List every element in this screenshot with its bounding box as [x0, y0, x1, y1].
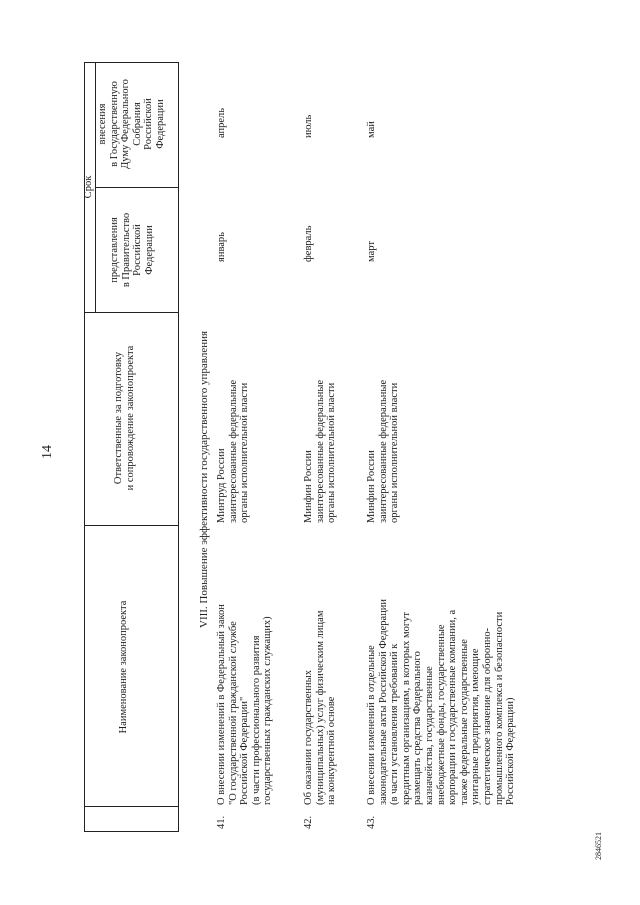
row-42-name: Об оказании государственных (муниципальных) услуг физическим лицам на конкурентной основе: [303, 610, 338, 805]
row-42-responsible: Минфин России заинтересованные федеральные органы исполнительной власти: [303, 379, 338, 523]
row-43-number: 43.: [366, 815, 377, 829]
row-41-government-month: январь: [216, 232, 227, 262]
column-rule-duma-gov: [95, 187, 179, 188]
header-bottom-rule: [178, 62, 179, 832]
header-name: Наименование законопроекта: [118, 600, 129, 734]
header-submit-government: представления в Правительство Российской Федерации: [109, 212, 155, 288]
row-43-responsible: Минфин России заинтересованные федеральные органы исполнительной власти: [366, 379, 401, 523]
row-41-name: О внесении изменений в Федеральный закон "О государственной гражданской службе Российской Федерации" (в части профессионального развития государственных гражданских служащих): [216, 604, 274, 805]
row-41-duma-month: апрель: [216, 107, 227, 138]
row-42-number: 42.: [303, 815, 314, 829]
column-rule-left: [84, 831, 179, 832]
page-number: 14: [40, 445, 55, 459]
header-responsible: Ответственные за подготовку и сопровождение законопроекта: [113, 345, 136, 491]
row-41-number: 41.: [216, 815, 227, 829]
header-submit-duma: внесения в Государственную Думу Федерального Собрания Российской Федерации: [97, 79, 166, 169]
column-rule-responsible-name: [84, 525, 179, 526]
column-rule-name-number: [84, 806, 179, 807]
column-rule-term-responsible: [84, 312, 179, 313]
row-43-name: О внесении изменений в отдельные законодательные акты Российской Федерации (в части установления требований к кредитным организациям, в которых могут размещать средства Федерального казначейства, государственные внебюджетные фонды, государственные корпорации и государственные компании, а также федеральные государственные унитарные предприятия, имеющие стратегическое значение для оборонно- промышленного комплекса и безопасности Российской Федерации): [366, 598, 517, 805]
row-41-responsible: Минтруд России заинтересованные федеральные органы исполнительной власти: [216, 379, 251, 523]
row-43-duma-month: май: [366, 121, 377, 138]
row-42-duma-month: июль: [303, 114, 314, 138]
row-42-government-month: февраль: [303, 225, 314, 262]
section-title: VIII. Повышение эффективности государственного управления: [198, 330, 210, 628]
row-43-government-month: март: [366, 241, 377, 262]
document-id: 2846521: [594, 832, 603, 860]
header-term: Срок: [83, 175, 94, 199]
